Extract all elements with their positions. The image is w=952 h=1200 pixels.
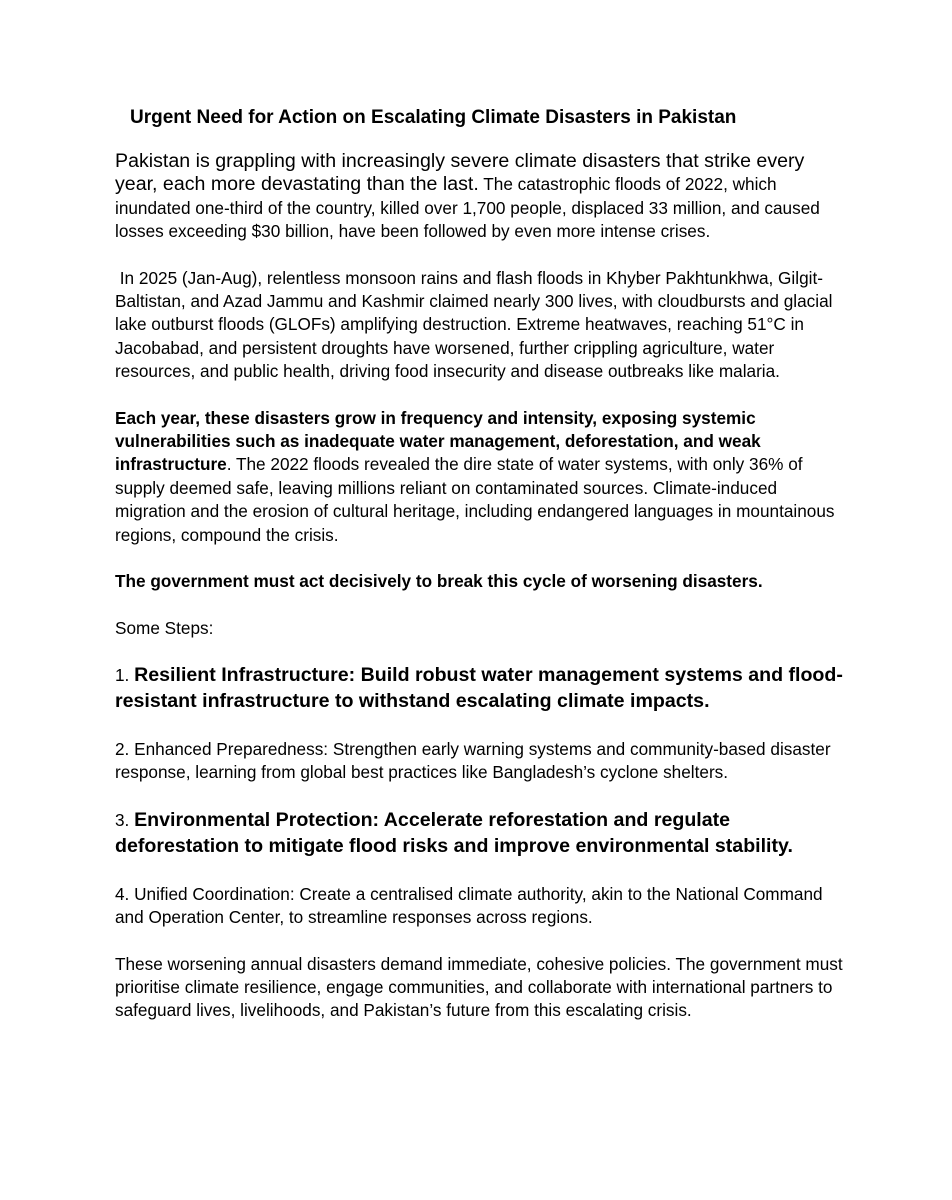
vulnerabilities-bold-text: Each year, these disasters grow in frequency and intensity, exposing systemic vulnerabilities such as inadequate water management, deforestation, and weak infrastructure [115, 407, 761, 475]
step-4: 4. Unified Coordination: Create a centralised climate authority, akin to the National Command and Operation Center, to streamline responses across regions. [115, 883, 823, 928]
intro-rest-text: The catastrophic floods of 2022, which inundated one-third of the country, killed over 1,700 people, displaced 33 million, and caused losses exceeding $30 billion, have been followed by even more intense crises. [115, 174, 820, 242]
intro-lead-text: Pakistan is grappling with increasingly severe climate disasters that strike every year, each more devastating than the last. [115, 150, 805, 196]
step-3-number: 3. [115, 809, 135, 830]
call-to-action-text: The government must act decisively to break this cycle of worsening disasters. [115, 571, 763, 592]
vulnerabilities-rest-text: . The 2022 floods revealed the dire state of water systems, with only 36% of supply deemed safe, leaving millions reliant on contaminated sources. Climate-induced migration and the erosion of cultural heritage, including endangered languages in mountainous regions, compound the crisis. [115, 454, 835, 545]
paragraph-vulnerabilities [115, 407, 843, 547]
step-2: 2. Enhanced Preparedness: Strengthen early warning systems and community-based disaster response, learning from global best practices like Bangladesh’s cyclone shelters. [115, 738, 831, 783]
events-text: In 2025 (Jan-Aug), relentless monsoon rains and flash floods in Khyber Pakhtunkhwa, Gilgit-Baltistan, and Azad Jammu and Kashmir claimed nearly 300 lives, with cloudbursts and glacial lake outburst floods (GLOFs) amplifying destruction. Extreme heatwaves, reaching 51°C in Jacobabad, and persistent droughts have worsened, further crippling agriculture, water resources, and public health, driving food insecurity and disease outbreaks like malaria. [115, 267, 833, 382]
document-title: Urgent Need for Action on Escalating Climate Disasters in Pakistan [130, 107, 737, 128]
steps-label: Some Steps: [115, 617, 214, 638]
paragraph-2025-events [115, 267, 843, 384]
paragraph-conclusion: These worsening annual disasters demand immediate, cohesive policies. The government must prioritise climate resilience, engage communities, and collaborate with international partners to safeguard lives, livelihoods, and Pakistan’s future from this escalating crisis. [115, 953, 843, 1021]
paragraph-intro [115, 150, 843, 244]
step-1-text: Resilient Infrastructure: Build robust water management systems and flood-resistant infrastructure to withstand escalating climate impacts. [115, 663, 843, 712]
step-3-text: Environmental Protection: Accelerate reforestation and regulate deforestation to mitigate flood risks and improve environmental stability. [115, 808, 793, 857]
paragraph-call-to-action [115, 570, 843, 593]
step-1 [115, 662, 843, 714]
step-1-number: 1. [115, 664, 135, 685]
document-page [115, 105, 843, 1023]
step-3 [115, 807, 843, 859]
